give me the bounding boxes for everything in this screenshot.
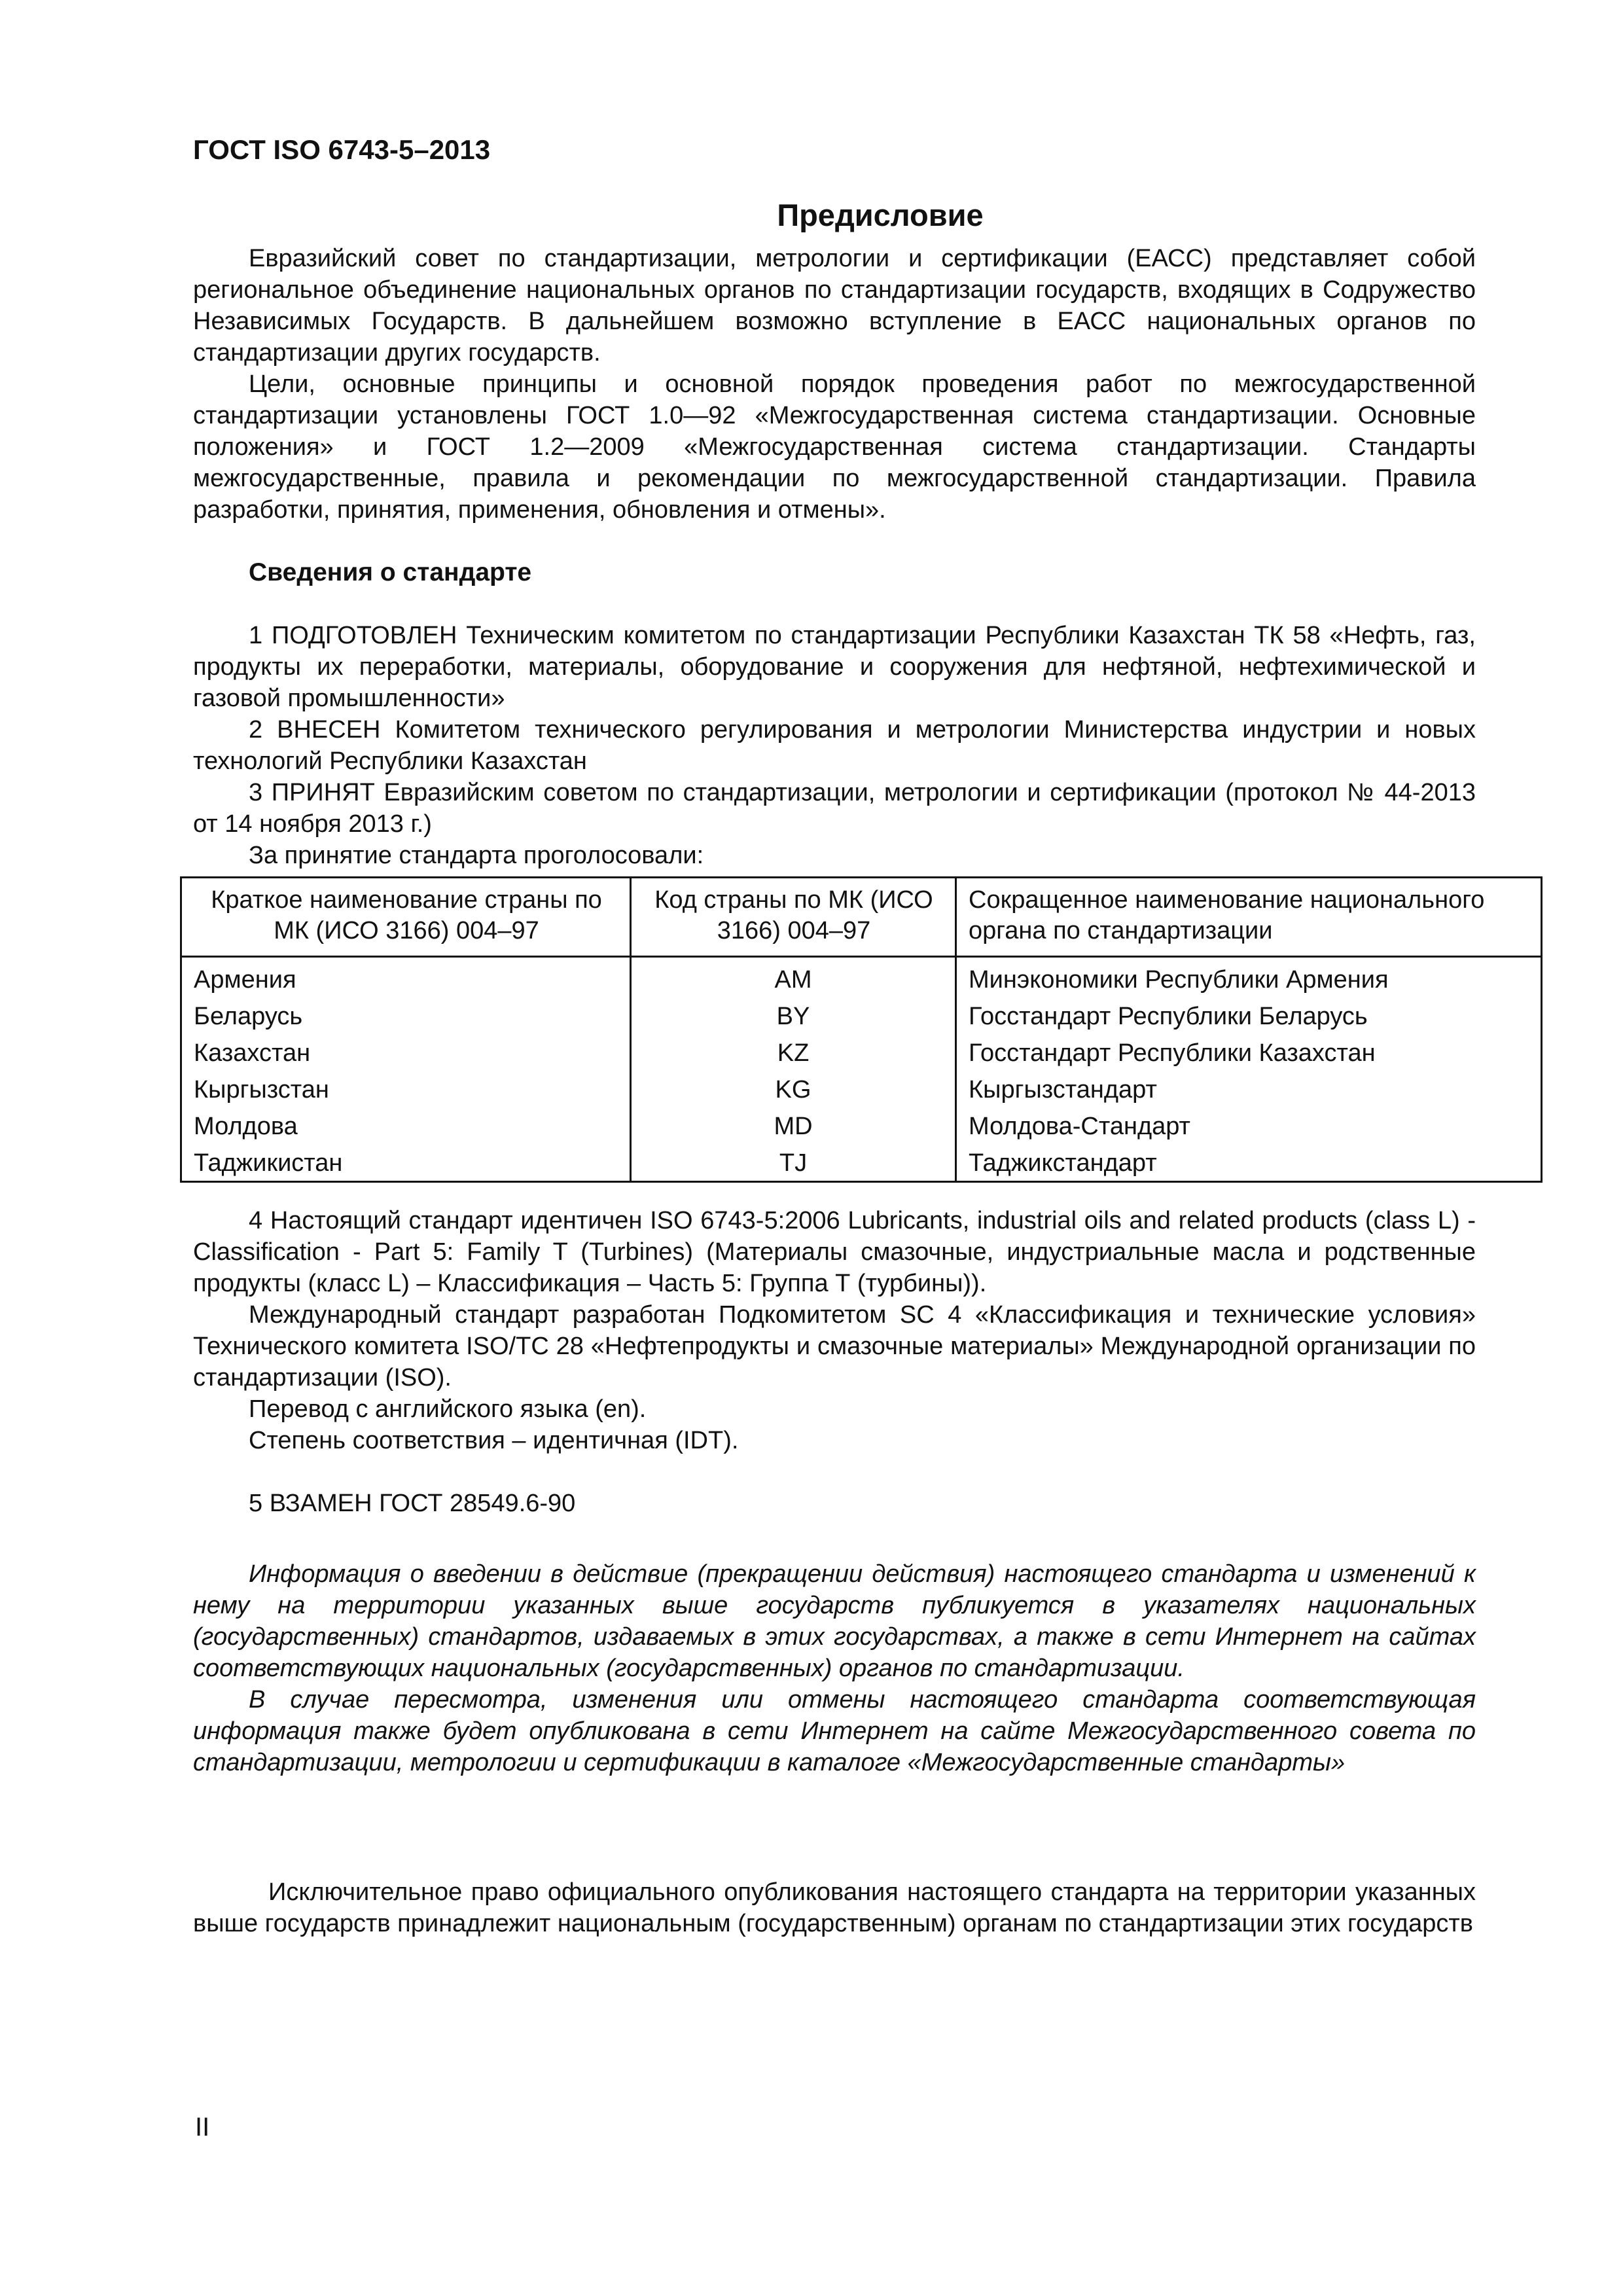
rights-notice — [193, 1876, 1476, 1939]
column-header-country: Краткое наименование страны по МК (ИСО 3166) 004–97 — [181, 878, 631, 957]
info-item-1: 1 ПОДГОТОВЛЕН Техническим комитетом по стандартизации Республики Казахстан ТК 58 «Нефть, газ, продукты их переработки, материалы, оборудование и сооружения для нефтяной, нефтехимической и газовой промышленности» — [193, 622, 1476, 712]
translation-note: Перевод с английского языка (en). — [249, 1395, 647, 1423]
publication-notice — [193, 1558, 1476, 1778]
info-item-5: 5 ВЗАМЕН ГОСТ 28549.6-90 — [249, 1490, 576, 1517]
table-row — [181, 957, 1542, 999]
table-header-row — [181, 878, 1542, 957]
body-cell: Минэкономики Республики Армения — [956, 957, 1542, 999]
code-cell: BY — [631, 998, 956, 1035]
table-row — [181, 998, 1542, 1035]
body-cell: Молдова-Стандарт — [956, 1108, 1542, 1145]
notice-paragraph: Информация о введении в действие (прекращении действия) настоящего стандарта и изменений к нему на территории указанных выше государств публикуется в указателях национальных (государственных) стандартов, издаваемых в этих государствах, а также в сети Интернет на сайтах соответствующих национальных (государственных) органов по стандартизации. — [193, 1560, 1476, 1682]
intro-paragraph: Евразийский совет по стандартизации, метрологии и сертификации (ЕАСС) представляет собой региональное объединение национальных органов по стандартизации государств, входящих в Содружество Независимых Государств. В дальнейшем возможно вступление в ЕАСС национальных органов по стандартизации других государств. — [193, 245, 1476, 367]
page-title: Предисловие — [777, 198, 984, 232]
code-cell: KG — [631, 1071, 956, 1108]
spacer — [193, 1456, 1476, 1488]
table-row — [181, 1108, 1542, 1145]
table-intro: За принятие стандарта проголосовали: — [249, 842, 704, 869]
page-number: II — [195, 2113, 210, 2142]
info-item-4: 4 Настоящий стандарт идентичен ISO 6743-5:2006 Lubricants, industrial oils and related products (class L) - Classification - Part 5: Family T (Turbines) (Материалы смазочные, индустриальные масла и родственные продукты (класс L) – Классификация – Часть 5: Группа Т (турбины)). — [193, 1207, 1476, 1297]
table-row — [181, 1145, 1542, 1182]
info-item-4-detail: Международный стандарт разработан Подкомитетом SC 4 «Классификация и технические условия» Технического комитета ISO/TC 28 «Нефтепродукты и смазочные материалы» Международной организации по стандартизации (ISO). — [193, 1301, 1476, 1391]
document-code: ГОСТ ISO 6743-5–2013 — [193, 134, 491, 165]
country-cell: Казахстан — [181, 1035, 631, 1071]
body-cell: Кыргызстандарт — [956, 1071, 1542, 1108]
code-cell: TJ — [631, 1145, 956, 1182]
info-item-3: 3 ПРИНЯТ Евразийским советом по стандартизации, метрологии и сертификации (протокол № 44-2013 от 14 ноября 2013 г.) — [193, 779, 1476, 838]
country-cell: Беларусь — [181, 998, 631, 1035]
code-cell: MD — [631, 1108, 956, 1145]
notice-paragraph: В случае пересмотра, изменения или отмены настоящего стандарта соответствующая информация также будет опубликована в сети Интернет на сайте Межгосударственного совета по стандартизации, метрологии и сертификации в каталоге «Межгосударственные стандарты» — [193, 1686, 1476, 1776]
rights-paragraph: Исключительное право официального опубликования настоящего стандарта на территории указанных выше государств принадлежит национальным (государственным) органам по стандартизации этих государств — [193, 1878, 1476, 1937]
page-content — [193, 198, 1485, 1939]
intro-paragraph: Цели, основные принципы и основной порядок проведения работ по межгосударственной стандартизации установлены ГОСТ 1.0—92 «Межгосударственная система стандартизации. Основные положения» и ГОСТ 1.2—2009 «Межгосударственная система стандартизации. Стандарты межгосударственные, правила и рекомендации по межгосударственной стандартизации. Правила разработки, принятия, применения, обновления и отмены». — [193, 370, 1476, 524]
body-cell: Госстандарт Республики Казахстан — [956, 1035, 1542, 1071]
section-heading: Сведения о стандарте — [249, 558, 532, 586]
country-cell: Молдова — [181, 1108, 631, 1145]
info-item-2: 2 ВНЕСЕН Комитетом технического регулирования и метрологии Министерства индустрии и новых технологий Республики Казахстан — [193, 716, 1476, 775]
body-cell: Госстандарт Республики Беларусь — [956, 998, 1542, 1035]
body-cell: Таджикстандарт — [956, 1145, 1542, 1182]
column-header-code: Код страны по МК (ИСО 3166) 004–97 — [631, 878, 956, 957]
country-cell: Таджикистан — [181, 1145, 631, 1182]
conformity-note: Степень соответствия – идентичная (IDT). — [249, 1427, 739, 1454]
country-cell: Армения — [181, 957, 631, 999]
code-cell: KZ — [631, 1035, 956, 1071]
voting-table — [180, 876, 1543, 1183]
country-cell: Кыргызстан — [181, 1071, 631, 1108]
code-cell: AM — [631, 957, 956, 999]
table-row — [181, 1071, 1542, 1108]
column-header-body: Сокращенное наименование национального органа по стандартизации — [956, 878, 1542, 957]
table-row — [181, 1035, 1542, 1071]
